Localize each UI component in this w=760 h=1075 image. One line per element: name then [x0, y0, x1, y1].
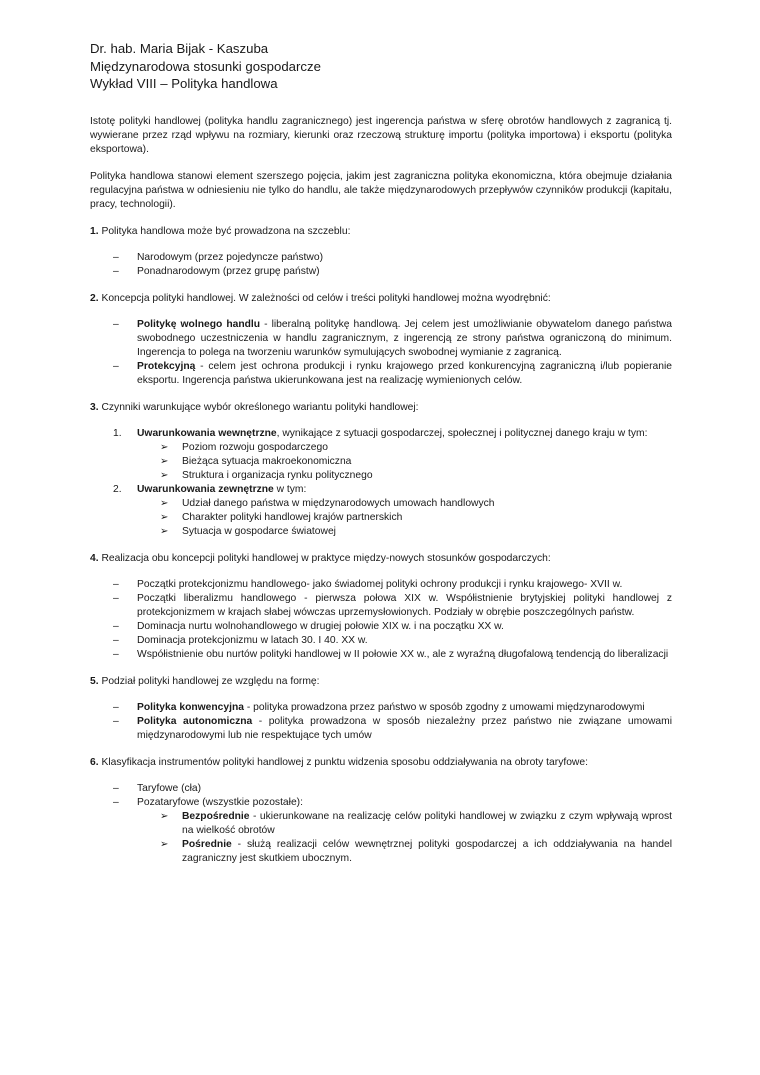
term: Polityka konwencyjna [137, 701, 245, 713]
term: Polityka autonomiczna [137, 715, 253, 727]
section-number: 1. [90, 225, 99, 237]
list-item [90, 701, 672, 715]
section-text: Polityka handlowa może być prowadzona na szczeblu: [98, 225, 351, 237]
list-item: – Pozataryfowe (wszystkie pozostałe): [90, 796, 672, 810]
item-text: Udział danego państwa w międzynarodowych umowach handlowych [182, 497, 495, 509]
list-item [137, 497, 672, 511]
item-text: Struktura i organizacja rynku politycznego [182, 469, 373, 481]
course-line: Międzynarodowa stosunki gospodarcze [90, 58, 321, 74]
arrowhead-icon: ➢ [160, 469, 169, 481]
section-3-heading [90, 401, 672, 415]
item-text: Sytuacja w gospodarce światowej [182, 525, 336, 537]
author-line: Dr. hab. Maria Bijak - Kaszuba [90, 41, 269, 56]
definition: - ukierunkowane na realizację celów polityki handlowej w związku z czym wpływają wprost na wielkość obrotów [182, 810, 672, 836]
list-item [137, 469, 672, 483]
list-item: – Taryfowe (cła) [90, 782, 672, 796]
section-6-sublist [90, 810, 672, 866]
arrowhead-icon: ➢ [160, 810, 169, 822]
factor-list [137, 441, 672, 483]
term: Bezpośrednie [182, 810, 250, 822]
item-text: Poziom rozwoju gospodarczego [182, 441, 328, 453]
list-item: – Ponadnarodowym (przez grupę państw) [90, 265, 672, 279]
lecture-title: Wykład VIII – Polityka handlowa [90, 76, 278, 91]
arrowhead-icon: ➢ [160, 525, 169, 537]
section-number: 6. [90, 756, 99, 768]
list-item [90, 318, 672, 360]
item-number: 2. [113, 483, 122, 495]
definition: w tym: [273, 483, 307, 495]
list-item: – Współistnienie obu nurtów polityki handlowej w II połowie XX w., ale z wyraźną długofalową tendencją do liberalizacji [90, 648, 672, 662]
section-text: Klasyfikacja instrumentów polityki handlowej z punktu widzenia sposobu oddziaływania na obroty taryfowe: [98, 756, 588, 768]
list-item: – Narodowym (przez pojedyncze państwo) [90, 251, 672, 265]
arrowhead-icon: ➢ [160, 511, 169, 523]
list-item: – Dominacja protekcjonizmu w latach 30. I 40. XX w. [90, 634, 672, 648]
section-number: 3. [90, 401, 99, 413]
section-5-heading [90, 675, 672, 689]
section-4-list [90, 578, 672, 662]
term: Uwarunkowania zewnętrzne [137, 483, 274, 495]
term: Pośrednie [182, 838, 232, 850]
document-header [90, 40, 672, 93]
item-text: Bieżąca sytuacja makroekonomiczna [182, 455, 352, 467]
definition: - polityka prowadzona przez państwo w sposób zgodny z umowami międzynarodowymi [244, 701, 645, 713]
definition: , wynikające z sytuacji gospodarczej, społecznej i politycznej danego kraju w tym: [276, 427, 648, 439]
arrowhead-icon: ➢ [160, 838, 169, 850]
section-6-list [90, 782, 672, 810]
section-number: 4. [90, 552, 99, 564]
section-4-heading [90, 552, 672, 566]
term: Uwarunkowania wewnętrzne [137, 427, 277, 439]
section-5-list [90, 701, 672, 743]
list-item [137, 511, 672, 525]
item-number: 1. [113, 427, 122, 439]
section-number: 2. [90, 292, 99, 304]
term: Politykę wolnego handlu [137, 318, 261, 330]
definition: - liberalną politykę handlową. Jej celem jest umożliwianie obywatelom danego państwa swobodnego uczestniczenia w handlu zagranicznym, z ingerencją ze strony państwa ograniczoną do minimum. Ingerencja to polega na tworzeniu warunków symulujących swobodnej wymianie z zagranicą. [137, 318, 672, 358]
arrowhead-icon: ➢ [160, 497, 169, 509]
section-2-heading [90, 292, 672, 306]
list-item: – Dominacja nurtu wolnohandlowego w drugiej połowie XIX w. i na początku XX w. [90, 620, 672, 634]
section-text: Realizacja obu koncepcji polityki handlowej w praktyce między-nowych stosunków gospodarczych: [98, 552, 551, 564]
section-6-heading [90, 756, 672, 770]
section-2-list [90, 318, 672, 388]
factor-list [137, 497, 672, 539]
section-number: 5. [90, 675, 99, 687]
definition: - polityka prowadzona w sposób niezależny przez państwo nie związane umowami międzynarodowymi lub nie respektujące tych umów [137, 715, 672, 741]
document-page [90, 40, 672, 866]
intro-paragraph-1: Istotę polityki handlowej (polityka handlu zagranicznego) jest ingerencja państwa w sferę obrotów handlowych z zagranicą tj. wywierane przez rząd wpływu na rozmiary, kierunki oraz rzeczową strukturę importu (polityka importowa) i eksportu (polityka eksportowa). [90, 115, 672, 155]
list-item [90, 810, 672, 838]
section-text: Czynniki warunkujące wybór określonego wariantu polityki handlowej: [98, 401, 419, 413]
definition: - służą realizacji celów wewnętrznej polityki gospodarczej a ich oddziaływania na handel zagraniczny jest skutkiem ubocznym. [182, 838, 672, 864]
list-item: – Początki liberalizmu handlowego - pierwsza połowa XIX w. Współistnienie brytyjskiej polityki handlowej z protekcjonizmem w krajach słabej wówczas uprzemysłowionych. Podziały w obrębie poszczególnych państw. [90, 592, 672, 620]
list-item [90, 838, 672, 866]
term: Protekcyjną [137, 360, 196, 372]
section-1-heading [90, 225, 672, 239]
section-1-list [90, 251, 672, 279]
definition: - celem jest ochrona produkcji i rynku krajowego przed konkurencyjną zagraniczną i/lub popieranie eksportu. Ingerencja państwa ukierunkowana jest na realizację wymienionych celów. [137, 360, 672, 386]
section-text: Koncepcja polityki handlowej. W zależności od celów i treści polityki handlowej można wyodrębnić: [98, 292, 551, 304]
list-item: – Początki protekcjonizmu handlowego- jako świadomej polityki ochrony produkcji i rynku krajowego- XVII w. [90, 578, 672, 592]
list-item [137, 455, 672, 469]
intro-paragraph-2: Polityka handlowa stanowi element szerszego pojęcia, jakim jest zagraniczna polityka ekonomiczna, która obejmuje działania regulacyjna państwa w odniesieniu nie tylko do handlu, ale także międzynarodowych przepływów czynników produkcji (kapitału, pracy, technologii). [90, 170, 672, 210]
section-3-list [90, 427, 672, 539]
arrowhead-icon: ➢ [160, 455, 169, 467]
list-item [90, 715, 672, 743]
section-text: Podział polityki handlowej ze względu na formę: [98, 675, 320, 687]
numbered-item [90, 483, 672, 539]
item-text: Charakter polityki handlowej krajów partnerskich [182, 511, 403, 523]
list-item [137, 441, 672, 455]
list-item [137, 525, 672, 539]
list-item [90, 360, 672, 388]
numbered-item [90, 427, 672, 483]
arrowhead-icon: ➢ [160, 441, 169, 453]
